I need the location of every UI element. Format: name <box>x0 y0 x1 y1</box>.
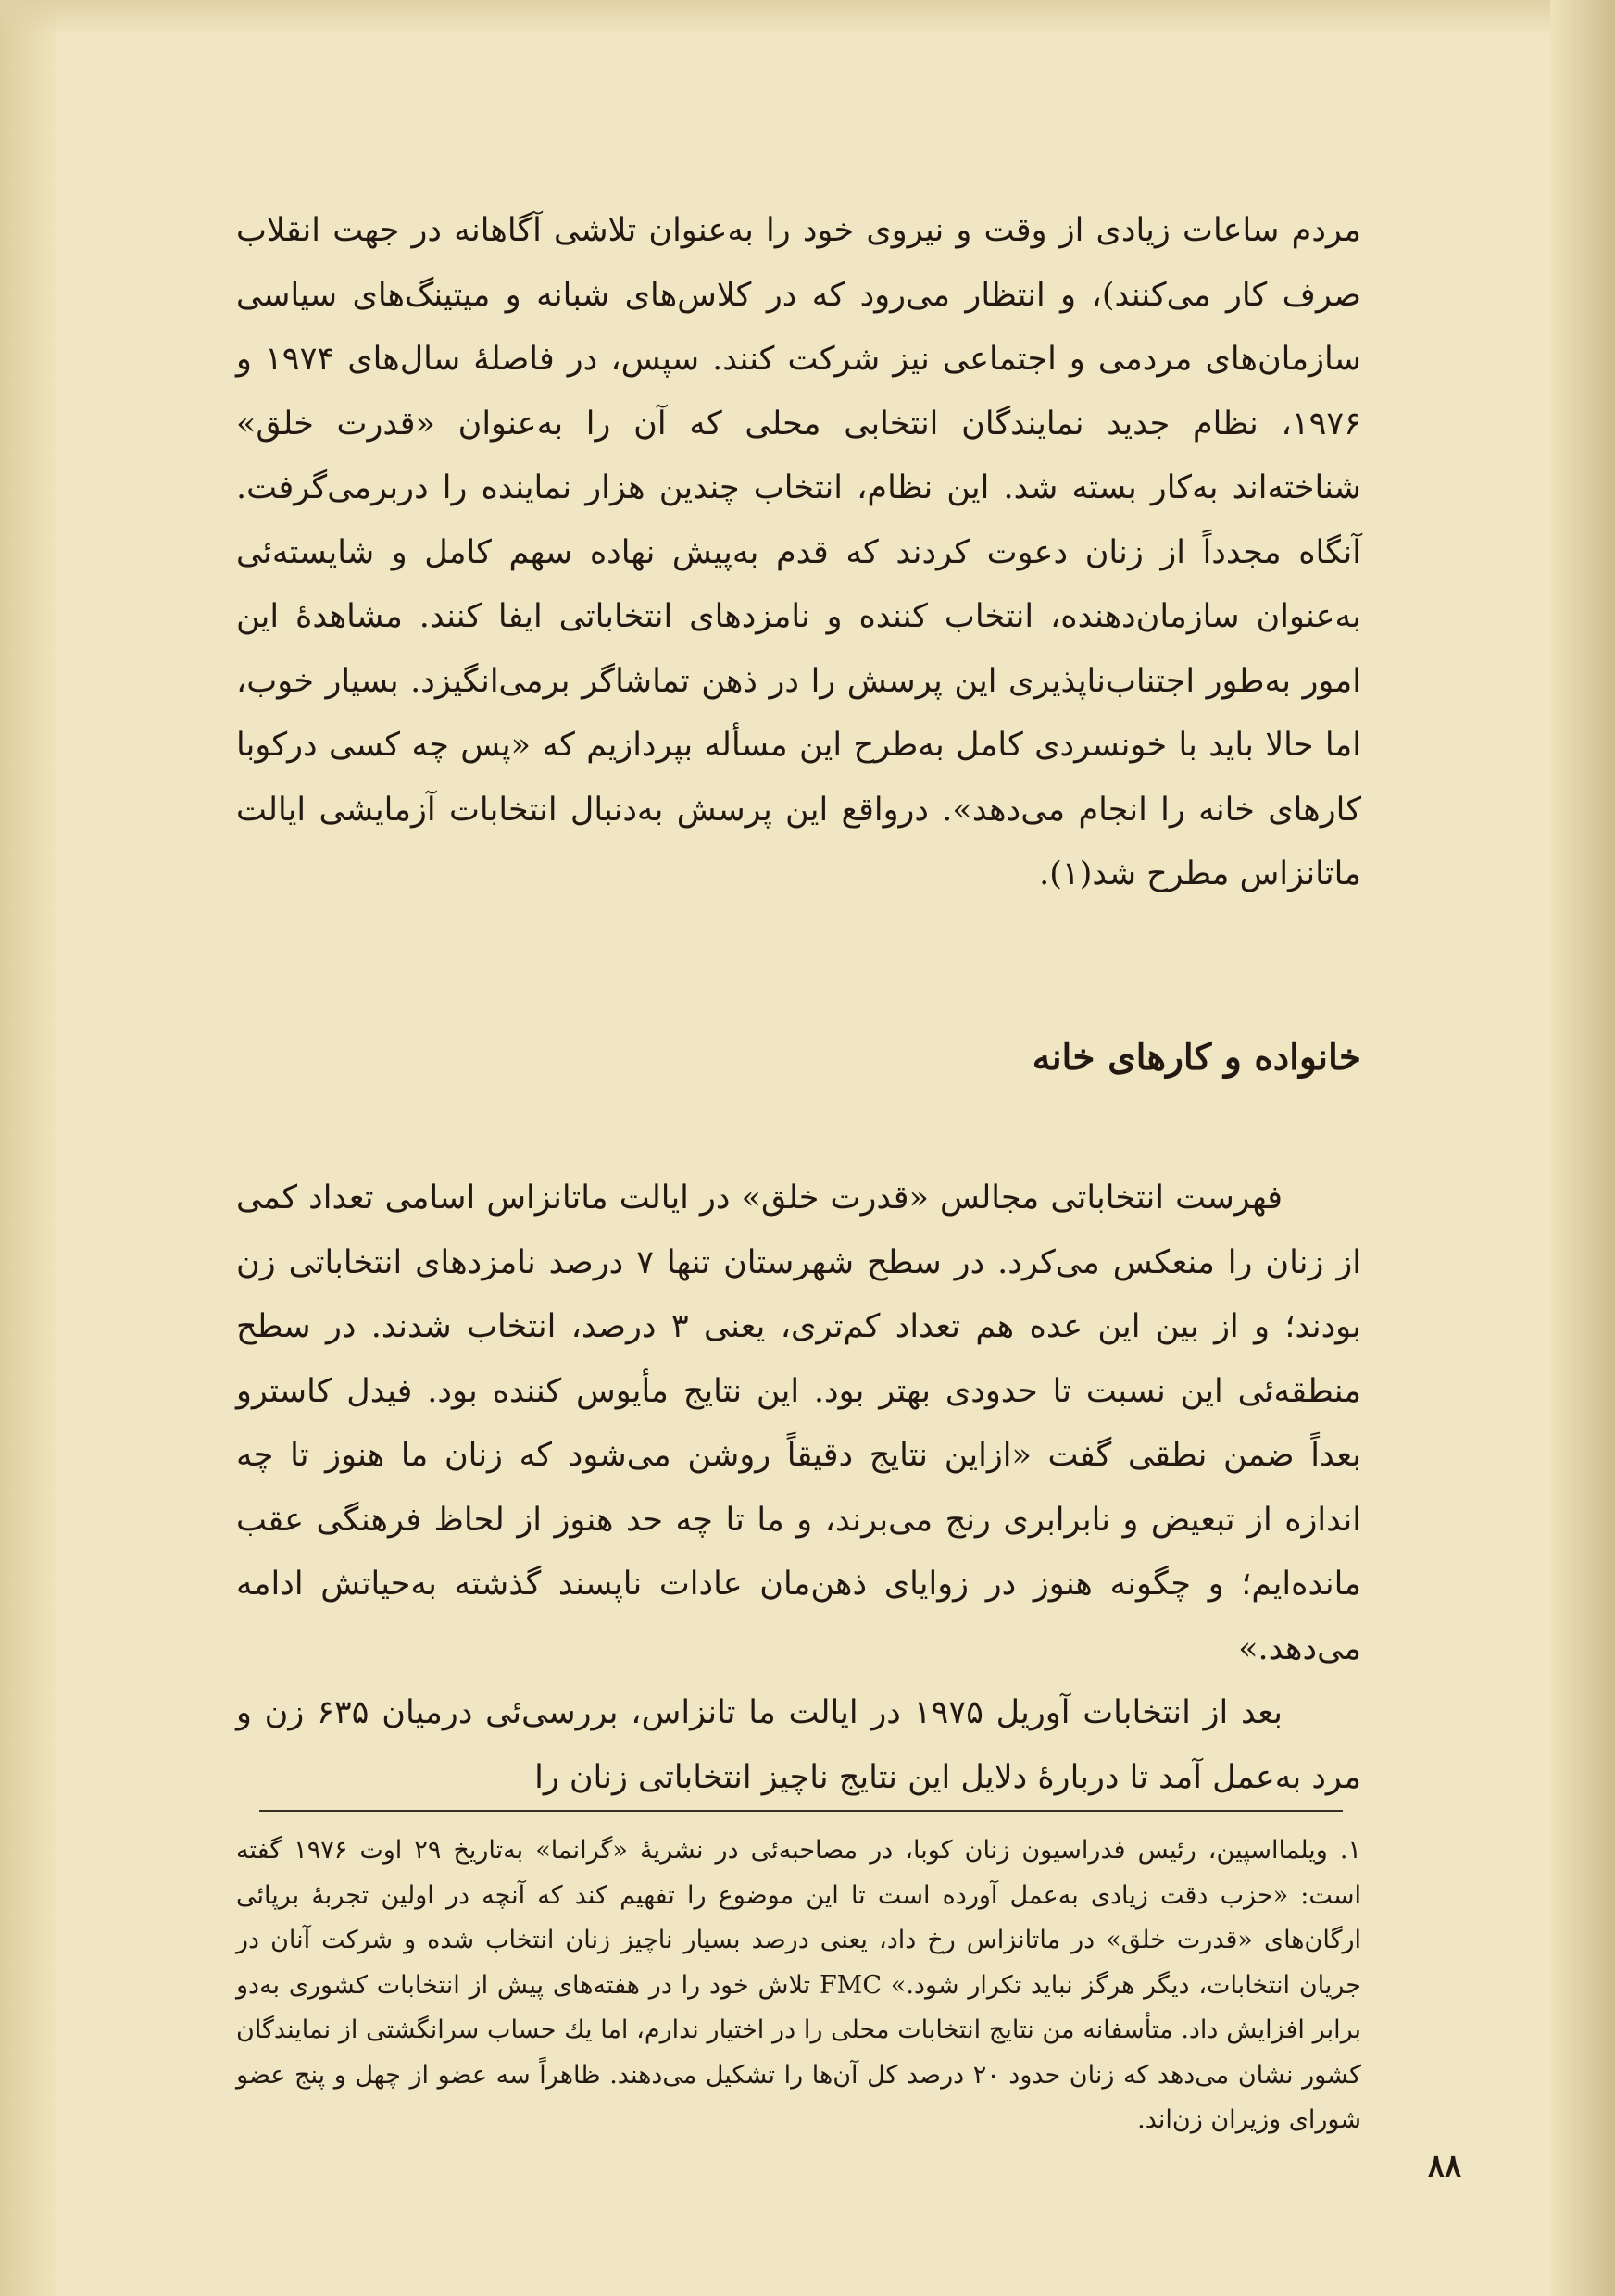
section-heading: خانواده و کارهای خانه <box>1032 1036 1361 1079</box>
body-text-top <box>236 199 1361 907</box>
page-top-shadow <box>0 0 1615 37</box>
body-text-bottom <box>236 1167 1361 1810</box>
footnote-divider <box>259 1810 1343 1812</box>
footnote: ۱. ویلمااسپین، رئیس فدراسیون زنان کوبا، در مصاحبه‌ئی در نشریهٔ «گرانما» به‌تاریخ ۲۹ اوت ۱۹۷۶ گفته است: «حزب دقت زیادی به‌عمل آورده است تا این موضوع را تفهیم کند که آنچه در اولین تجربهٔ برپائی ارگان‌های «قدرت خلق» در ماتانزاس رخ داد، یعنی درصد بسیار ناچیز زنان انتخاب شده و شرکت آنان در جریان انتخابات، دیگر هرگز نباید تکرار شود.» FMC تلاش خود را در هفته‌های پیش از انتخابات کشوری به‌دو برابر افزایش داد. متأسفانه من نتایج انتخابات محلی را در اختیار ندارم، اما یك حساب سرانگشتی از نمایندگان کشور نشان می‌دهد که زنان حدود ۲۰ درصد کل آن‌ها را تشکیل می‌دهند. ظاهراً سه عضو از چهل و پنج عضو شورای وزیران زن‌اند. <box>236 1836 1362 2134</box>
page-edge-shadow <box>0 0 56 2296</box>
footnotes <box>236 1828 1361 2143</box>
paragraph: مردم ساعات زیادی از وقت و نیروی خود را به‌عنوان تلاشی آگاهانه در جهت انقلاب صرف کار می‌کنند)، و انتظار می‌رود که در کلاس‌های شبانه و میتینگ‌های سیاسی سازمان‌های مردمی و اجتماعی نیز شرکت کنند. سپس، در فاصلهٔ سال‌های ۱۹۷۴ و ۱۹۷۶، نظام جدید نمایندگان انتخابی محلی که آن را به‌عنوان «قدرت خلق» شناخته‌اند به‌کار بسته شد. این نظام، انتخاب چندین هزار نماینده را دربرمی‌گرفت. آنگاه مجدداً از زنان دعوت کردند که قدم به‌پیش نهاده سهم کامل و شایسته‌ئی به‌عنوان سازمان‌دهنده، انتخاب کننده و نامزدهای انتخاباتی ایفا کنند. مشاهدهٔ این امور به‌طور اجتناب‌ناپذیری این پرسش را در ذهن تماشاگر برمی‌انگیزد. بسیار خوب، اما حالا باید با خونسردی کامل به‌طرح این مسأله بپردازیم که «پس چه کسی درکوبا کارهای خانه را انجام می‌دهد». درواقع این پرسش به‌دنبال انتخابات آزمایشی ایالت ماتانزاس مطرح شد(۱). <box>236 212 1361 892</box>
page-number: ۸۸ <box>1427 2148 1462 2185</box>
page-edge-shadow-right <box>1550 0 1615 2296</box>
paragraph: بعد از انتخابات آوریل ۱۹۷۵ در ایالت ما تانزاس، بررسی‌ئی درمیان ۶۳۵ زن و مرد به‌عمل آمد تا دربارهٔ دلایل این نتایج ناچیز انتخاباتی زنان را <box>236 1694 1361 1796</box>
paragraph: فهرست انتخاباتی مجالس «قدرت خلق» در ایالت ماتانزاس اسامی تعداد کمی از زنان را منعکس می‌کرد. در سطح شهرستان تنها ۷ درصد نامزدهای انتخاباتی زن بودند؛ و از بین این عده هم تعداد کم‌تری، یعنی ۳ درصد، انتخاب شدند. در سطح منطقه‌ئی این نسبت تا حدودی بهتر بود. این نتایج مأیوس کننده بود. فیدل کاسترو بعداً ضمن نطقی گفت «ازاین نتایج دقیقاً روشن می‌شود که زنان ما هنوز تا چه اندازه از تبعیض و نابرابری رنج می‌برند، و ما تا چه حد هنوز از لحاظ فرهنگی عقب مانده‌ایم؛ و چگونه هنوز در زوایای ذهن‌مان عادات ناپسند گذشته به‌حیاتش ادامه می‌دهد.» <box>236 1179 1362 1667</box>
